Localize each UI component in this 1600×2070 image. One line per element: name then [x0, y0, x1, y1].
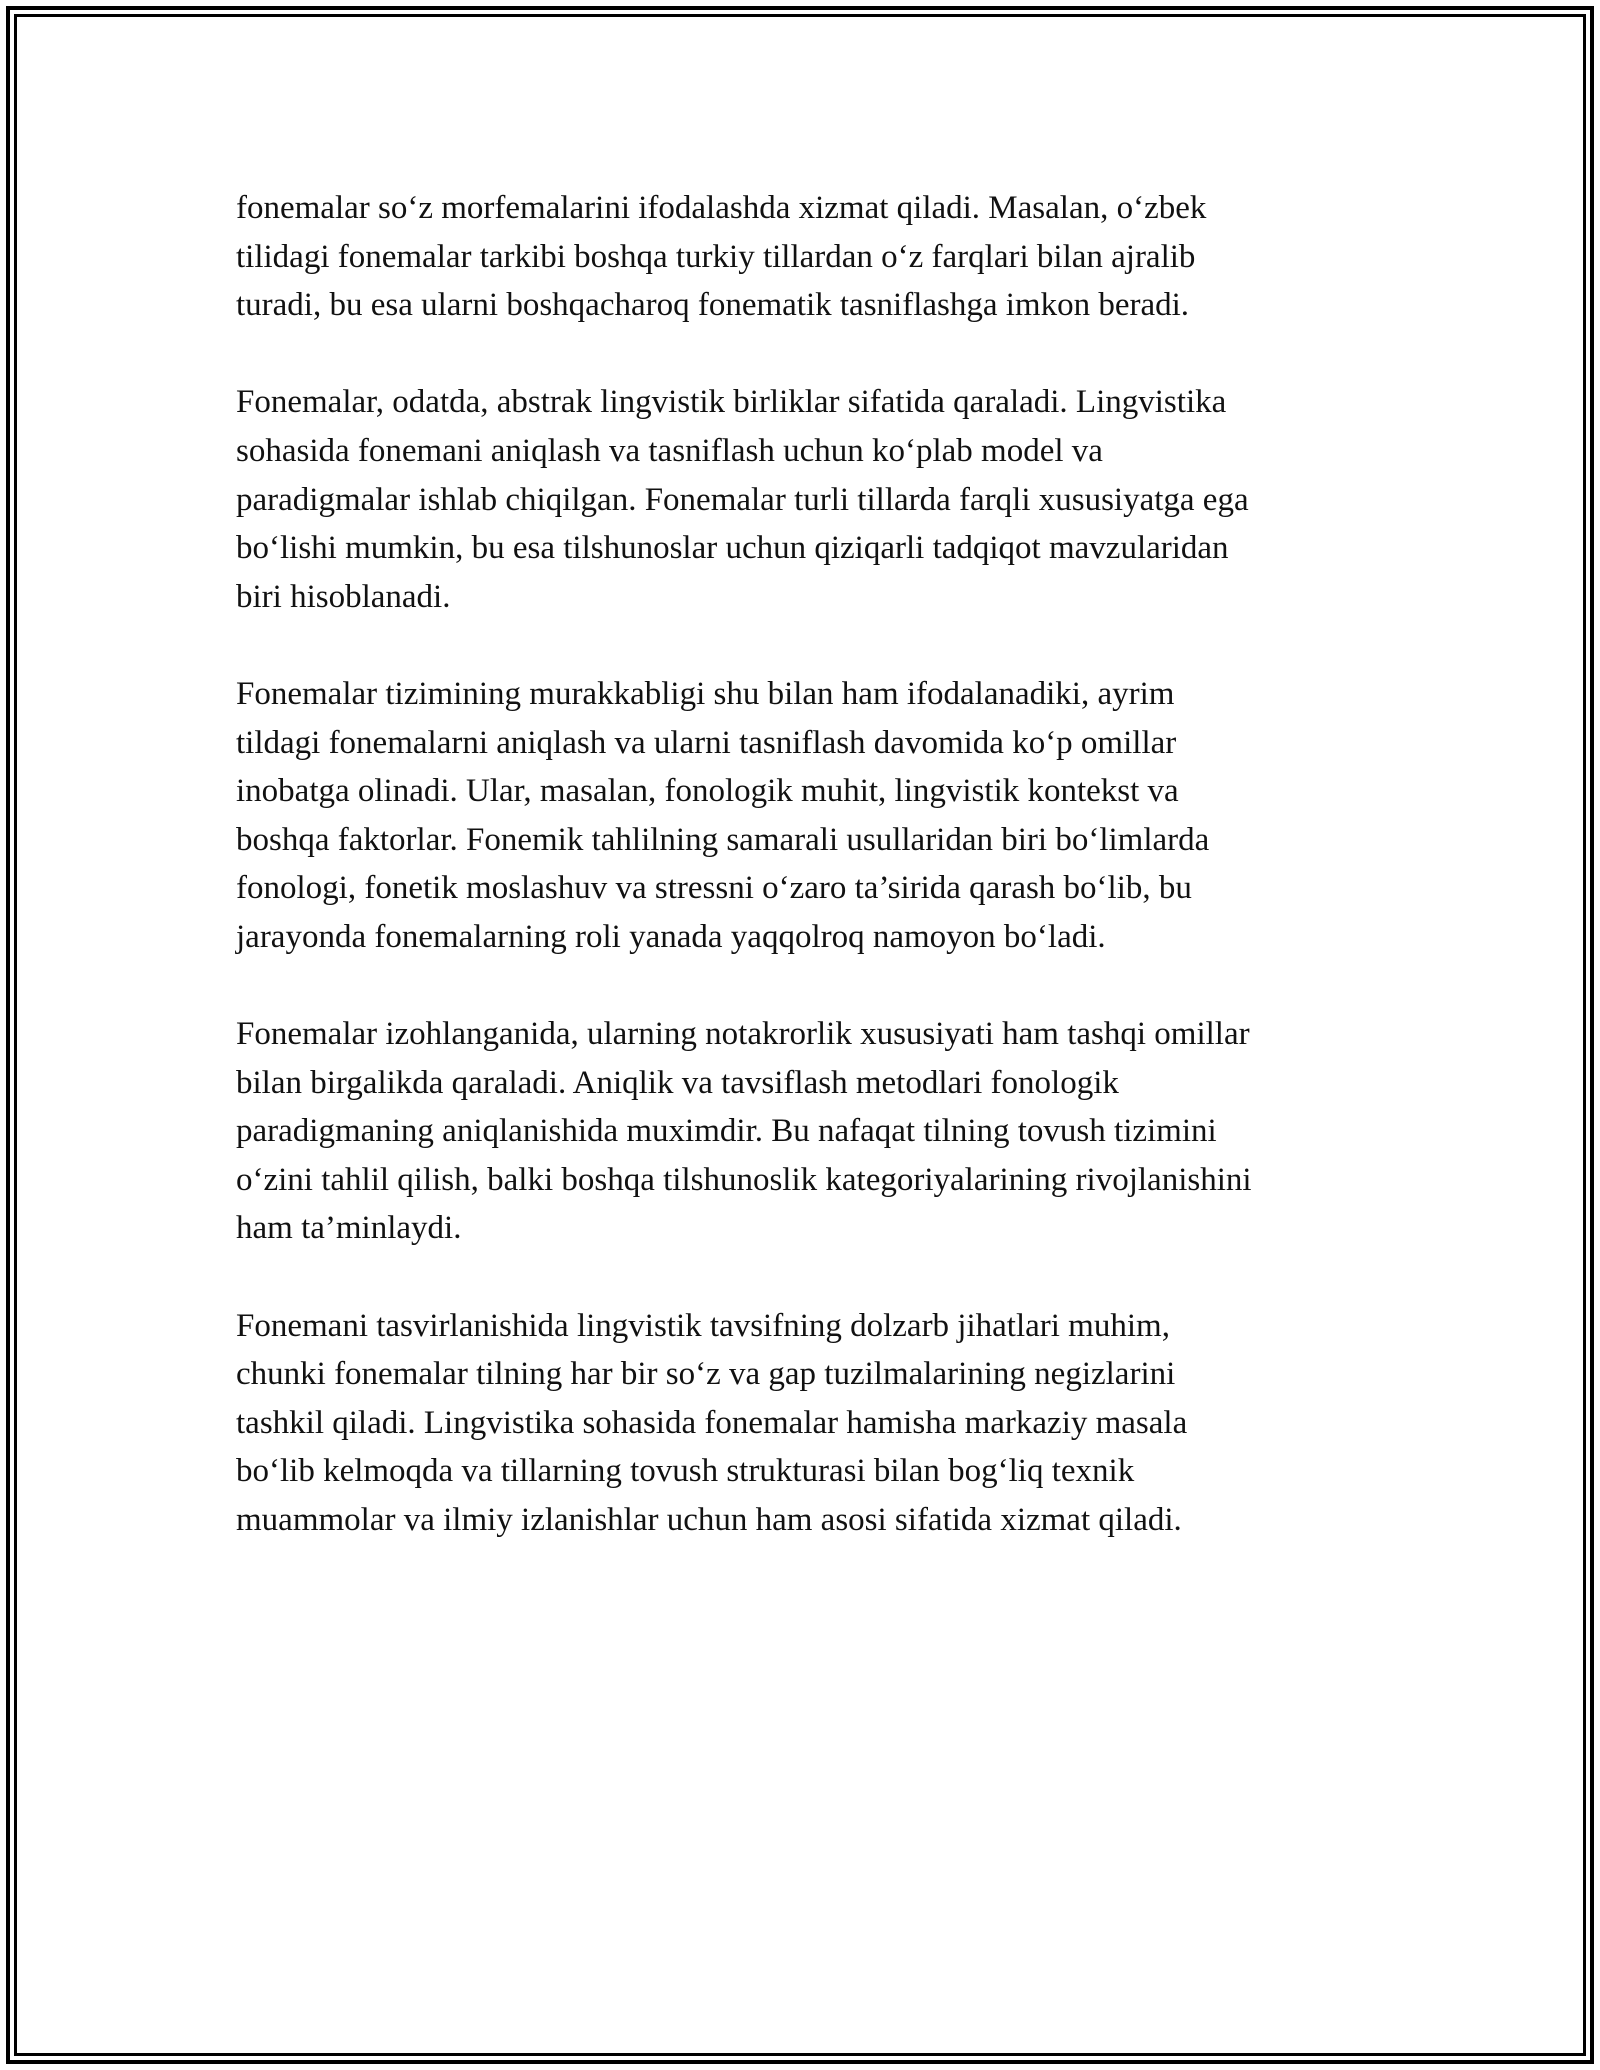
text-line: fonologi, fonetik moslashuv va stressni o‘zaro ta’sirida qarash bo‘lib, bu: [236, 870, 1192, 907]
text-line: muammolar va ilmiy izlanishlar uchun ham asosi sifatida xizmat qiladi.: [236, 1502, 1182, 1539]
paragraph-3: [236, 670, 1386, 962]
text-line: bo‘lishi mumkin, bu esa tilshunoslar uchun qiziqarli tadqiqot mavzularidan: [236, 530, 1229, 567]
text-line: fonemalar so‘z morfemalarini ifodalashda xizmat qiladi. Masalan, o‘zbek: [236, 190, 1207, 226]
text-line: tildagi fonemalarni aniqlash va ularni tasniflash davomida ko‘p omillar: [236, 724, 1177, 761]
text-line: paradigmaning aniqlanishida muximdir. Bu nafaqat tilning tovush tizimini: [236, 1113, 1217, 1150]
paragraph-5: [236, 1302, 1386, 1545]
text-line: Fonemani tasvirlanishida lingvistik tavsifning dolzarb jihatlari muhim,: [236, 1307, 1170, 1344]
text-line: chunki fonemalar tilning har bir so‘z va gap tuzilmalarining negizlarini: [236, 1356, 1176, 1393]
text-line: inobatga olinadi. Ular, masalan, fonologik muhit, lingvistik kontekst va: [236, 773, 1179, 810]
paragraph-2: [236, 378, 1386, 621]
text-line: jarayonda fonemalarning roli yanada yaqqolroq namoyon bo‘ladi.: [236, 918, 1106, 955]
text-line: tashkil qiladi. Lingvistika sohasida fonemalar hamisha markaziy masala: [236, 1404, 1188, 1441]
text-line: sohasida fonemani aniqlash va tasniflash uchun ko‘plab model va: [236, 432, 1103, 469]
text-line: bo‘lib kelmoqda va tillarning tovush strukturasi bilan bog‘liq texnik: [236, 1453, 1135, 1490]
text-line: biri hisoblanadi.: [236, 578, 451, 615]
document-body: [236, 184, 1386, 1593]
text-line: o‘zini tahlil qilish, balki boshqa tilshunoslik kategoriyalarining rivojlanishini: [236, 1161, 1252, 1198]
text-line: paradigmalar ishlab chiqilgan. Fonemalar turli tillarda farqli xususiyatga ega: [236, 481, 1249, 518]
text-line: Fonemalar, odatda, abstrak lingvistik birliklar sifatida qaraladi. Lingvistika: [236, 384, 1227, 421]
text-line: tilidagi fonemalar tarkibi boshqa turkiy tillardan o‘z farqlari bilan ajralib: [236, 238, 1196, 275]
text-line: bilan birgalikda qaraladi. Aniqlik va tavsiflash metodlari fonologik: [236, 1064, 1119, 1101]
paragraph-4: [236, 1010, 1386, 1253]
text-line: Fonemalar tizimining murakkabligi shu bilan ham ifodalanadiki, ayrim: [236, 675, 1175, 712]
text-line: Fonemalar izohlanganida, ularning notakrorlik xususiyati ham tashqi omillar: [236, 1016, 1250, 1053]
paragraph-1: [236, 184, 1386, 330]
text-line: boshqa faktorlar. Fonemik tahlilning samarali usullaridan biri bo‘limlarda: [236, 821, 1210, 858]
text-line: ham ta’minlaydi.: [236, 1210, 462, 1247]
text-line: turadi, bu esa ularni boshqacharoq fonematik tasniflashga imkon beradi.: [236, 287, 1190, 324]
